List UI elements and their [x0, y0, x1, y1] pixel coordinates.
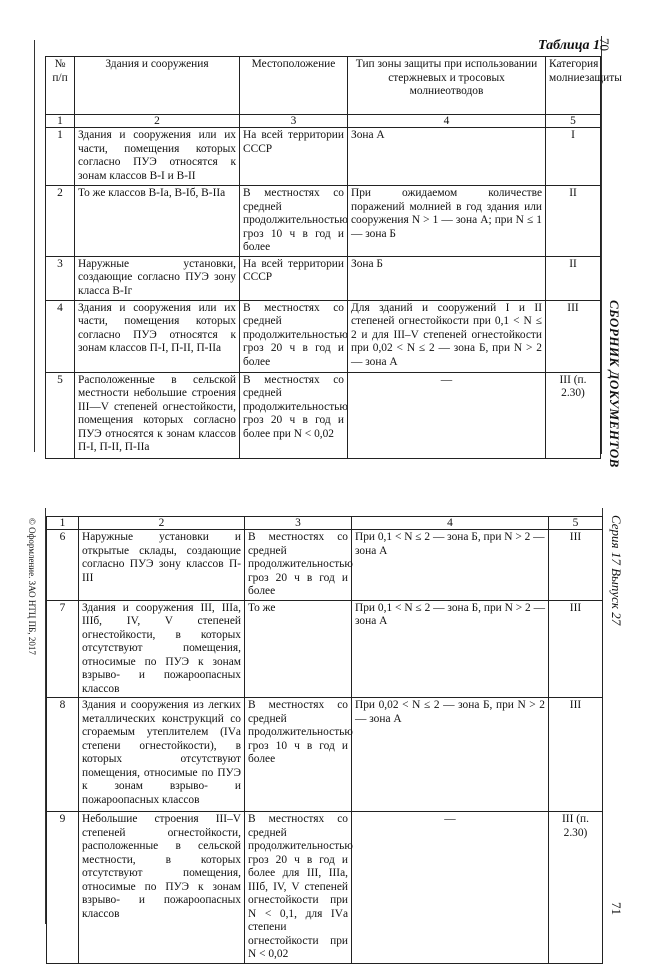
row-location: На всей территории СССР — [240, 128, 348, 186]
header-number: № п/п — [46, 57, 75, 115]
row-location: То же — [245, 600, 352, 698]
row-building: Наружные установки и открытые склады, создающие согласно ПУЭ зону классов П-III — [79, 530, 245, 601]
row-location: В местностях со средней продолжительностью гроз 20 ч в год и более — [245, 530, 352, 601]
row-number: 4 — [46, 300, 75, 372]
row-number: 7 — [47, 600, 79, 698]
right-margin-rule — [601, 36, 602, 454]
row-zone: При ожидаемом количестве поражений молнией в год здания или сооружения N > 1 — зона А; при N ≤ 1 — зона Б — [348, 186, 546, 257]
row-category: II — [546, 256, 601, 300]
left-margin-rule — [34, 40, 35, 452]
row-category: III — [549, 530, 603, 601]
series-label: Серия 17 Выпуск 27 — [609, 515, 624, 626]
column-number: 3 — [240, 115, 348, 128]
row-location: В местностях со средней продолжительностью гроз 20 ч в год и более для III, IIIа, IIIб, IV, V степеней огнестойкости при N < 0,1, для IVа степени огнестойкости при N < 0,02 — [245, 812, 352, 964]
row-zone: Зона А — [348, 128, 546, 186]
table-row — [46, 128, 601, 186]
row-location: В местностях со средней продолжительностью гроз 10 ч в год и более — [245, 698, 352, 812]
header-category: Категория молниезащиты — [546, 57, 601, 115]
row-zone: При 0,1 < N ≤ 2 — зона Б, при N > 2 — зона А — [352, 530, 549, 601]
column-number: 2 — [75, 115, 240, 128]
table-row — [46, 256, 601, 300]
row-category: II — [546, 186, 601, 257]
row-number: 2 — [46, 186, 75, 257]
row-building: Наружные установки, создающие согласно ПУЭ зону класса В-Iг — [75, 256, 240, 300]
copyright-note: © Оформление. ЗАО НТЦ ПБ, 2017 — [27, 518, 37, 655]
row-category: III (п. 2.30) — [546, 372, 601, 458]
column-number: 1 — [47, 517, 79, 530]
row-category: III — [549, 698, 603, 812]
column-number-row — [47, 517, 603, 530]
column-number: 4 — [348, 115, 546, 128]
row-building: То же классов В-Iа, В-Iб, В-IIа — [75, 186, 240, 257]
row-zone: Зона Б — [348, 256, 546, 300]
row-category: III (п. 2.30) — [549, 812, 603, 964]
row-zone: Для зданий и сооружений I и II степеней огнестойкости при 0,1 < N ≤ 2 и для III–V степеней огнестойкости при 0,02 < N ≤ 2 — зона Б, при N > 2 — зона А — [348, 300, 546, 372]
table-row — [46, 300, 601, 372]
column-number: 5 — [549, 517, 603, 530]
header-zone: Тип зоны защиты при использовании стержневых и тросовых молниеотводов — [348, 57, 546, 115]
row-location: На всей территории СССР — [240, 256, 348, 300]
page-number-top: 70 — [597, 38, 612, 51]
row-category: III — [549, 600, 603, 698]
table-label: Таблица 1 — [538, 38, 600, 53]
row-zone: При 0,02 < N ≤ 2 — зона Б, при N > 2 — зона А — [352, 698, 549, 812]
page-number-bottom: 71 — [609, 902, 624, 915]
table-row — [47, 812, 603, 964]
row-zone: — — [352, 812, 549, 964]
row-category: I — [546, 128, 601, 186]
row-location: В местностях со средней продолжительностью гроз 20 ч в год и более — [240, 300, 348, 372]
row-location: В местностях со средней продолжительностью гроз 10 ч в год и более — [240, 186, 348, 257]
table-row — [47, 600, 603, 698]
header-building: Здания и сооружения — [75, 57, 240, 115]
row-building: Здания и сооружения или их части, помещения которых согласно ПУЭ относятся к зонам классов В-I и В-II — [75, 128, 240, 186]
header-location: Местоположение — [240, 57, 348, 115]
column-number-row — [46, 115, 601, 128]
table-row — [47, 698, 603, 812]
row-number: 9 — [47, 812, 79, 964]
row-number: 6 — [47, 530, 79, 601]
row-building: Расположенные в сельской местности небольшие строения III—V степеней огнестойкости, помещения которых согласно ПУЭ относятся к зонам классов П-I, П-II, П-IIа — [75, 372, 240, 458]
table-row — [47, 530, 603, 601]
row-zone: — — [348, 372, 546, 458]
row-building: Здания и сооружения или их части, помещения которых согласно ПУЭ относятся к зонам классов П-I, П-II, П-IIа — [75, 300, 240, 372]
column-number: 5 — [546, 115, 601, 128]
row-building: Небольшие строения III–V степеней огнестойкости, расположенные в сельской местности, в которых отсутствуют помещения, относимые по ПУЭ к зонам взрыво- и пожароопасных классов — [79, 812, 245, 964]
row-number: 3 — [46, 256, 75, 300]
header-row — [46, 57, 601, 115]
column-number: 3 — [245, 517, 352, 530]
table-bottom — [46, 516, 603, 964]
row-building: Здания и сооружения из легких металлических конструкций со сгораемым утеплителем (IVа степени огнестойкости), в которых отсутствуют помещения, относимые по ПУЭ к зонам взрыво- и пожароопасных классов — [79, 698, 245, 812]
table-row — [46, 186, 601, 257]
row-number: 8 — [47, 698, 79, 812]
column-number: 2 — [79, 517, 245, 530]
row-category: III — [546, 300, 601, 372]
column-number: 4 — [352, 517, 549, 530]
row-number: 5 — [46, 372, 75, 458]
side-title: СБОРНИК ДОКУМЕНТОВ — [607, 300, 622, 468]
row-location: В местностях со средней продолжительностью гроз 20 ч в год и более при N < 0,02 — [240, 372, 348, 458]
column-number: 1 — [46, 115, 75, 128]
row-zone: При 0,1 < N ≤ 2 — зона Б, при N > 2 — зона А — [352, 600, 549, 698]
table-row — [46, 372, 601, 458]
row-number: 1 — [46, 128, 75, 186]
row-building: Здания и сооружения III, IIIа, IIIб, IV, V степеней огнестойкости, в которых отсутствуют помещения, относимые по ПУЭ к зонам взрыво- и пожароопасных классов — [79, 600, 245, 698]
